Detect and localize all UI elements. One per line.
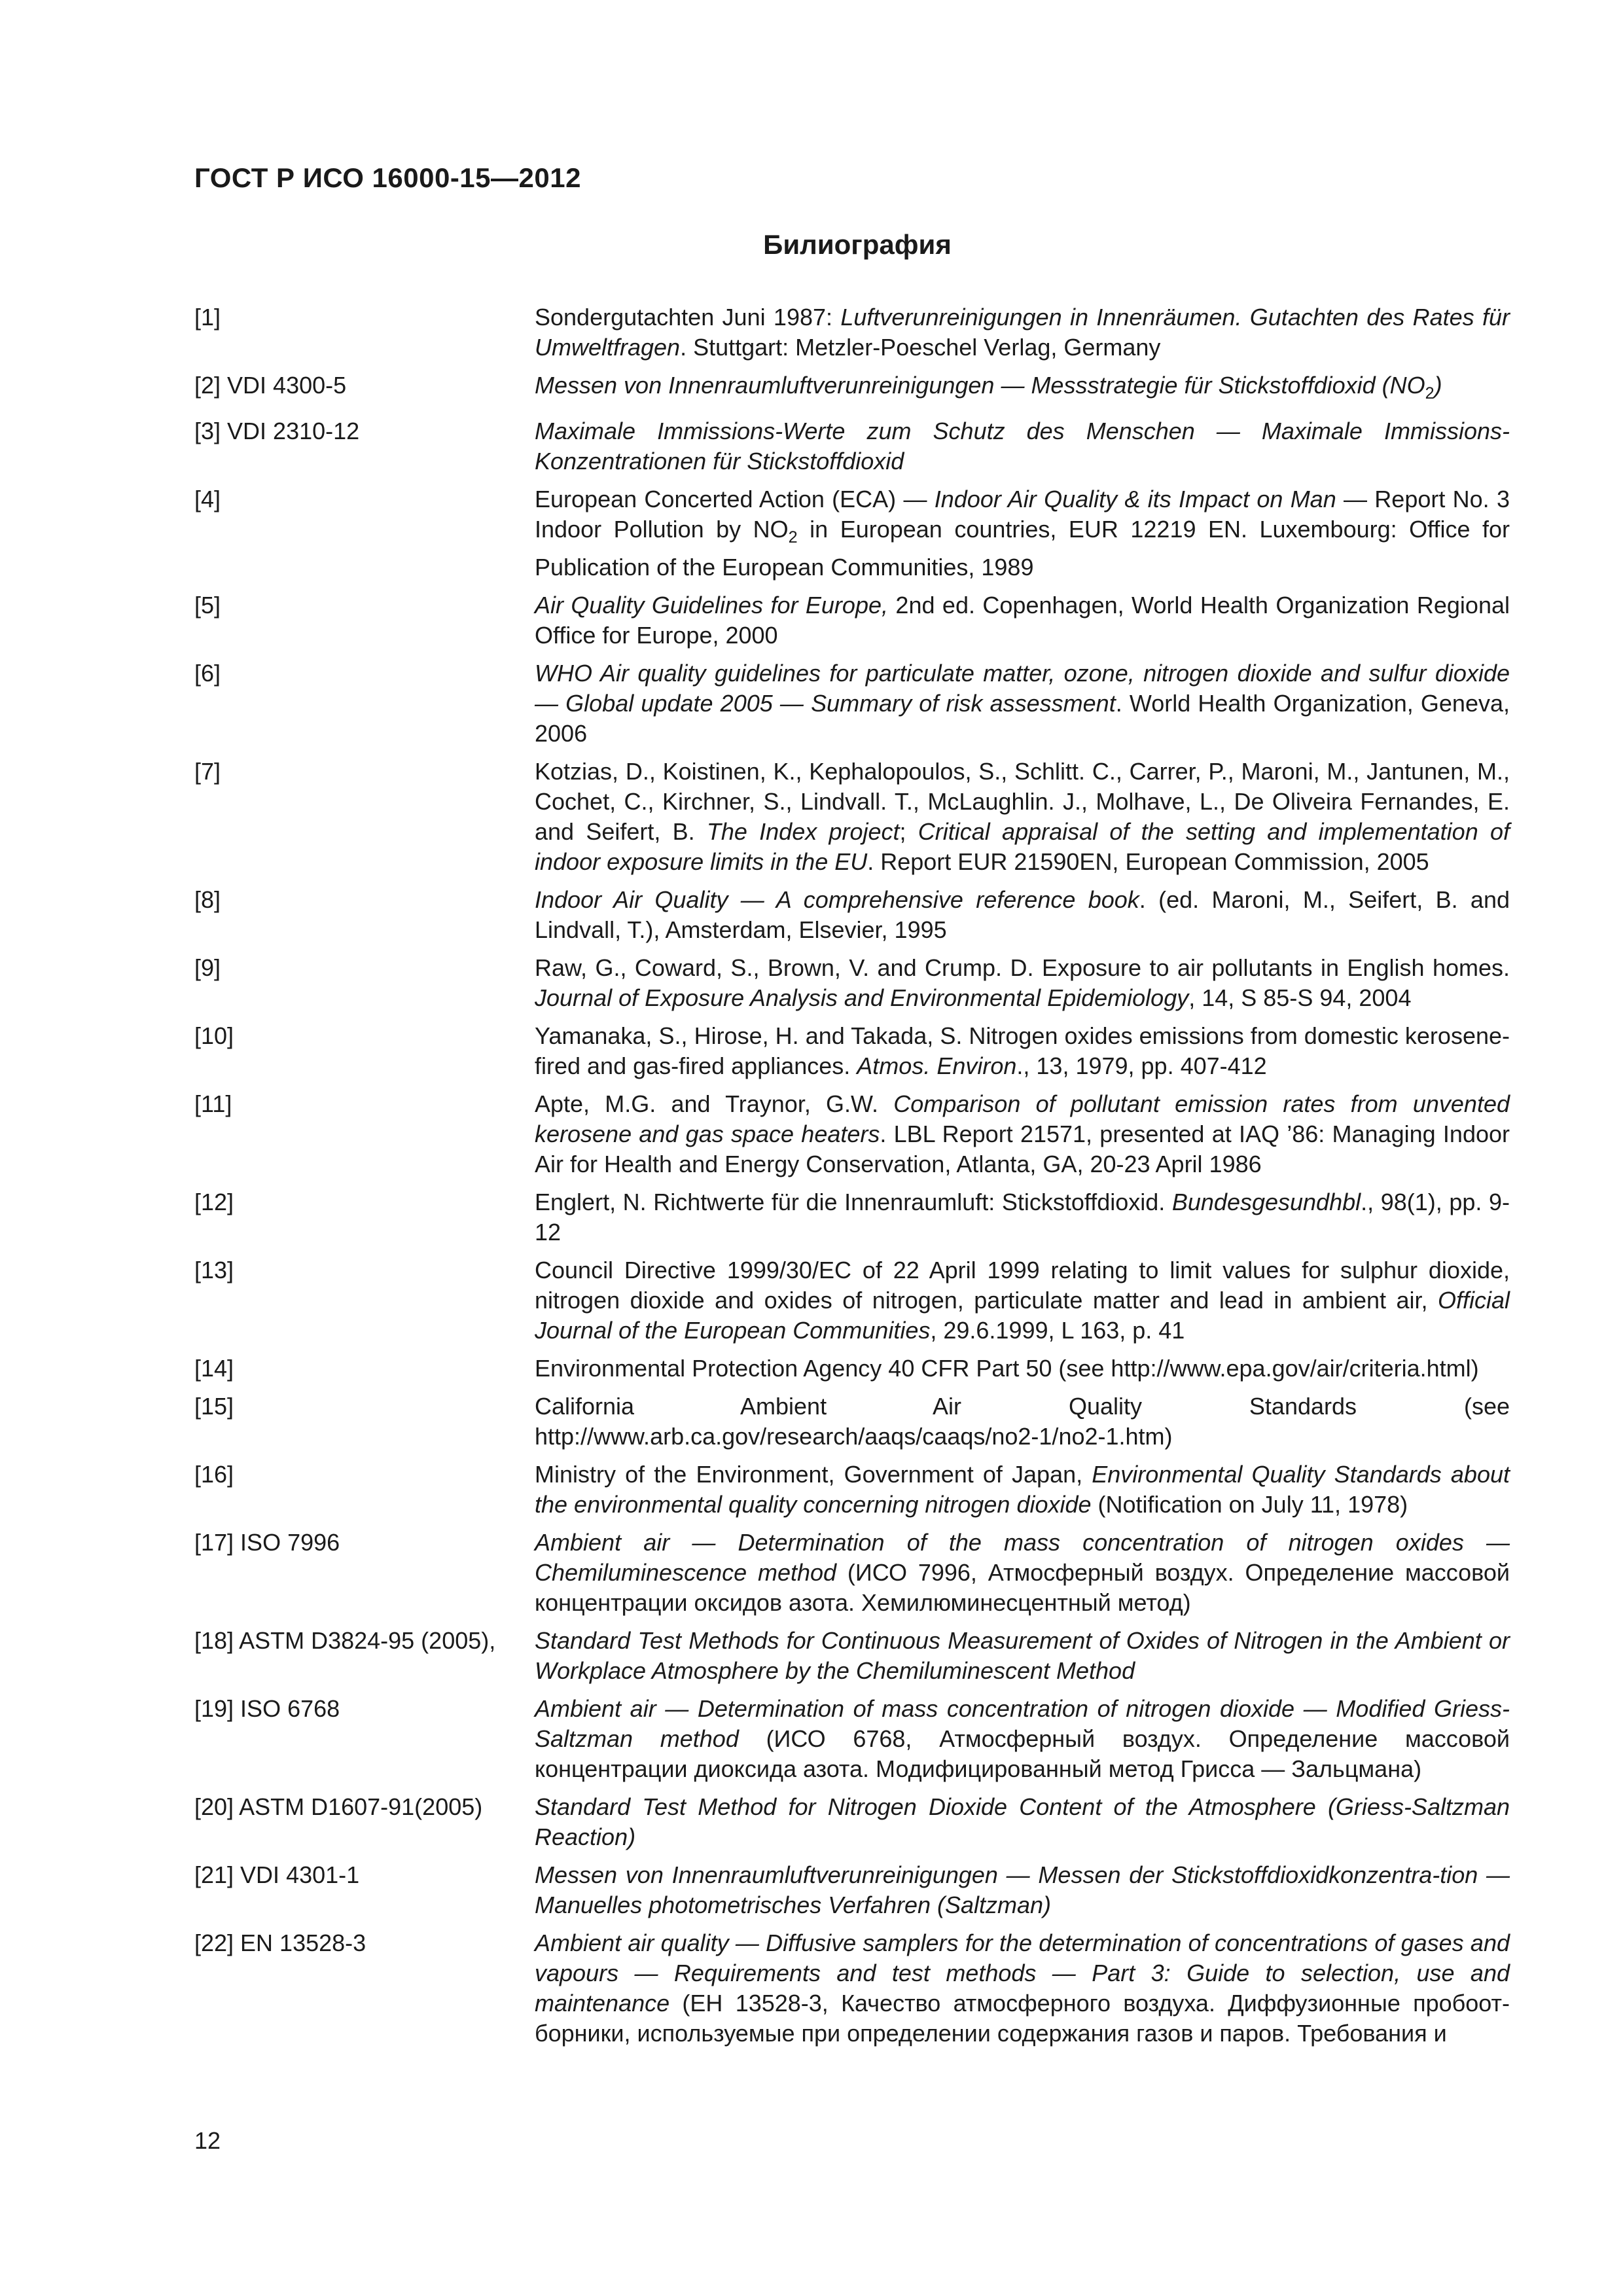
italic-text: Journal of Exposure Analysis and Environmental Epidemiology	[535, 984, 1189, 1012]
italic-text: )	[1434, 372, 1442, 399]
text-segment: Kotzias, D., Koistinen, K., Kephalopoulos, S., Schlitt. C., Carrer, P., Maroni, M., Jantunen, M., Cochet, C., Kirchner, S., Lindvall. T., McLaughlin. J., Molhave, L., De Oliveira Fernandes, E. and Seifert, B.	[535, 758, 1510, 846]
bibliography-entry	[194, 1928, 1510, 2049]
entry-text	[535, 1021, 1510, 1081]
entry-label: [11]	[194, 1090, 232, 1118]
text-segment: Englert, N. Richtwerte für die Innenraumluft: Stickstoffdioxid.	[535, 1189, 1172, 1216]
entry-label: [12]	[194, 1189, 234, 1216]
italic-text: Ambient air quality — Diffusive samplers for the determination of concentrations of gases and vapours — Requirements and test methods — Part 3: Guide to selection, use and maintenance	[535, 1929, 1510, 2017]
entry-label: [20] ASTM D1607-91(2005)	[194, 1793, 483, 1821]
entry-text	[535, 757, 1510, 877]
italic-text: Standard Test Method for Nitrogen Dioxide Content of the Atmosphere (Griess-Saltzman Reaction)	[535, 1793, 1510, 1851]
text-segment: (Notification on July 11, 1978)	[1091, 1491, 1408, 1518]
entry-text	[535, 1528, 1510, 1618]
page-number: 12	[194, 2127, 221, 2154]
entry-label: [13]	[194, 1257, 234, 1284]
entry-text	[535, 1187, 1510, 1247]
entry-text	[535, 1928, 1510, 2049]
entry-label: [9]	[194, 954, 221, 982]
bibliography-entry	[194, 1694, 1510, 1784]
entry-text	[535, 370, 1510, 408]
italic-text: Ambient air — Determination of the mass concentration of nitrogen oxides — Chemiluminescence method	[535, 1529, 1510, 1587]
entry-text	[535, 1792, 1510, 1852]
entry-text	[535, 1460, 1510, 1520]
subscript: 2	[1425, 384, 1435, 403]
text-segment: . Report EUR 21590EN, European Commission, 2005	[867, 848, 1429, 876]
entry-text	[535, 658, 1510, 749]
entry-text	[535, 953, 1510, 1013]
text-segment: Yamanaka, S., Hirose, H. and Takada, S. Nitrogen oxides emissions from domestic kerosene-fired and gas-fired appliances.	[535, 1022, 1510, 1080]
text-segment: Environmental Protection Agency 40 CFR Part 50 (see http://www.epa.gov/air/criteria.html)	[535, 1355, 1479, 1382]
entry-label: [2] VDI 4300-5	[194, 372, 347, 399]
italic-text: Ambient air — Determination of mass concentration of nitrogen dioxide — Modified Griess-Saltzman method	[535, 1695, 1510, 1753]
text-segment: ;	[899, 818, 918, 846]
text-segment: 2nd ed. Copenhagen, World Health Organization Regional Office for Europe, 2000	[535, 592, 1510, 649]
bibliography-entry	[194, 1255, 1510, 1346]
italic-text: Critical appraisal of the setting and implementation of indoor exposure limits in the EU	[535, 818, 1510, 876]
bibliography-entry	[194, 1792, 1510, 1852]
text-segment: Council Directive 1999/30/EC of 22 April 1999 relating to limit values for sulphur dioxide, nitrogen dioxide and oxides of nitrogen, particulate matter and lead in ambient air,	[535, 1257, 1510, 1314]
italic-text: The Index project	[706, 818, 900, 846]
text-segment: , 14, S 85-S 94, 2004	[1188, 984, 1412, 1012]
entry-label: [10]	[194, 1022, 234, 1050]
italic-text: Official Journal of the European Communities	[535, 1287, 1510, 1344]
document-number: ГОСТ Р ИСО 16000-15—2012	[194, 162, 581, 193]
text-segment: . Stuttgart: Metzler-Poeschel Verlag, Germany	[680, 334, 1161, 361]
entry-text	[535, 484, 1510, 583]
section-title: Билиография	[763, 229, 952, 260]
entry-label: [19] ISO 6768	[194, 1695, 340, 1723]
entry-text	[535, 1255, 1510, 1346]
entry-text	[535, 1694, 1510, 1784]
bibliography-entry	[194, 1860, 1510, 1920]
entry-label: [16]	[194, 1461, 234, 1488]
text-segment: Raw, G., Coward, S., Brown, V. and Crump. D. Exposure to air pollutants in English homes.	[535, 954, 1510, 982]
entry-label: [3] VDI 2310-12	[194, 418, 360, 445]
text-segment: . LBL Report 21571, presented at IAQ ’86: Managing Indoor Air for Health and Energy Conservation, Atlanta, GA, 20-23 April 1986	[535, 1121, 1510, 1178]
bibliography-entry	[194, 1626, 1510, 1686]
entry-label: [18] ASTM D3824-95 (2005),	[194, 1627, 496, 1655]
text-segment: , 29.6.1999, L 163, p. 41	[930, 1317, 1185, 1344]
entry-text	[535, 416, 1510, 476]
bibliography-entry	[194, 757, 1510, 877]
bibliography-entry	[194, 1021, 1510, 1081]
bibliography-entry	[194, 1354, 1510, 1384]
entry-text	[535, 590, 1510, 651]
italic-text: Indoor Air Quality & its Impact on Man	[934, 486, 1336, 513]
entry-text	[535, 1354, 1510, 1384]
entry-label: [6]	[194, 660, 221, 687]
entry-label: [4]	[194, 486, 221, 513]
bibliography-entry	[194, 1187, 1510, 1247]
italic-text: Air Quality Guidelines for Europe,	[535, 592, 888, 619]
italic-text: Environmental Quality Standards about the environmental quality concerning nitrogen dioxide	[535, 1461, 1510, 1518]
entry-text	[535, 885, 1510, 945]
entry-label: [1]	[194, 304, 221, 331]
entry-text	[535, 302, 1510, 363]
bibliography-entry	[194, 1089, 1510, 1179]
text-segment: California Ambient Air Quality Standards (see http://www.arb.ca.gov/research/aaqs/caaqs/no2-1/no2-1.htm)	[535, 1393, 1510, 1450]
bibliography-entry	[194, 1460, 1510, 1520]
text-segment: (ИСО 6768, Атмосферный воздух. Определение массовой концентрации диоксида азота. Модифицированный метод Грисса — Зальцмана)	[535, 1725, 1510, 1783]
entry-label: [14]	[194, 1355, 234, 1382]
entry-label: [7]	[194, 758, 221, 785]
bibliography-entry	[194, 658, 1510, 749]
bibliography-entry	[194, 370, 1510, 408]
bibliography-entry	[194, 885, 1510, 945]
text-segment: Ministry of the Environment, Government of Japan,	[535, 1461, 1092, 1488]
text-segment: . (ed. Maroni, M., Seifert, B. and Lindvall, T.), Amsterdam, Elsevier, 1995	[535, 886, 1510, 944]
italic-text: Indoor Air Quality — A comprehensive reference book	[535, 886, 1139, 914]
bibliography-entry	[194, 1391, 1510, 1452]
text-segment: in European countries, EUR 12219 EN. Luxembourg: Office for Publication of the European Communities, 1989	[535, 516, 1510, 581]
bibliography-entry	[194, 1528, 1510, 1618]
subscript: 2	[788, 528, 798, 547]
text-segment: European Concerted Action (ECA) —	[535, 486, 935, 513]
text-segment: — Report No. 3 Indoor Pollution by NO	[535, 486, 1510, 543]
bibliography-entry	[194, 484, 1510, 583]
entry-label: [8]	[194, 886, 221, 914]
italic-text: Atmos. Environ	[857, 1052, 1017, 1080]
entry-text	[535, 1626, 1510, 1686]
text-segment: Sondergutachten Juni 1987:	[535, 304, 841, 331]
entry-label: [15]	[194, 1393, 234, 1420]
italic-text: Luftverunreinigungen in Innenräumen. Gutachten des Rates für Umweltfragen	[535, 304, 1510, 361]
italic-text: Maximale Immissions-Werte zum Schutz des Menschen — Maximale Immissions-Konzentrationen für Stickstoffdioxid	[535, 418, 1510, 475]
bibliography-entry	[194, 302, 1510, 363]
entry-text	[535, 1391, 1510, 1452]
bibliography-entry	[194, 953, 1510, 1013]
entry-label: [17] ISO 7996	[194, 1529, 340, 1556]
bibliography-entry	[194, 416, 1510, 476]
italic-text: Comparison of pollutant emission rates from unvented kerosene and gas space heaters	[535, 1090, 1510, 1148]
entry-label: [22] EN 13528-3	[194, 1929, 366, 1957]
entry-text	[535, 1089, 1510, 1179]
text-segment: ., 13, 1979, pp. 407-412	[1016, 1052, 1267, 1080]
bibliography-entry	[194, 590, 1510, 651]
text-segment: ., 98(1), pp. 9-12	[535, 1189, 1510, 1246]
italic-text: Messen von Innenraumluftverunreinigungen — Messstrategie für Stickstoffdioxid (NO	[535, 372, 1425, 399]
text-segment: (ИСО 7996, Атмосферный воздух. Определение массовой концентрации оксидов азота. Хемилюминесцентный метод)	[535, 1559, 1510, 1617]
entry-label: [21] VDI 4301-1	[194, 1861, 360, 1889]
italic-text: Standard Test Methods for Continuous Measurement of Oxides of Nitrogen in the Ambient or Workplace Atmosphere by the Chemiluminescent Method	[535, 1627, 1510, 1685]
text-segment: . World Health Organization, Geneva, 2006	[535, 690, 1510, 747]
entry-label: [5]	[194, 592, 221, 619]
text-segment: (ЕН 13528-3, Качество атмосферного воздуха. Диффузионные пробоот-борники, используемые при определении содержания газов и паров. Требования и	[535, 1990, 1510, 2047]
entry-text	[535, 1860, 1510, 1920]
italic-text: Messen von Innenraumluftverunreinigungen — Messen der Stickstoffdioxidkonzentra-tion — Manuelles photometrisches Verfahren (Saltzman)	[535, 1861, 1510, 1919]
italic-text: WHO Air quality guidelines for particulate matter, ozone, nitrogen dioxide and sulfur dioxide — Global update 2005 — Summary of risk assessment	[535, 660, 1510, 717]
italic-text: Bundesgesundhbl	[1171, 1189, 1361, 1216]
text-segment: Apte, M.G. and Traynor, G.W.	[535, 1090, 894, 1118]
bibliography-list	[194, 302, 1510, 2056]
